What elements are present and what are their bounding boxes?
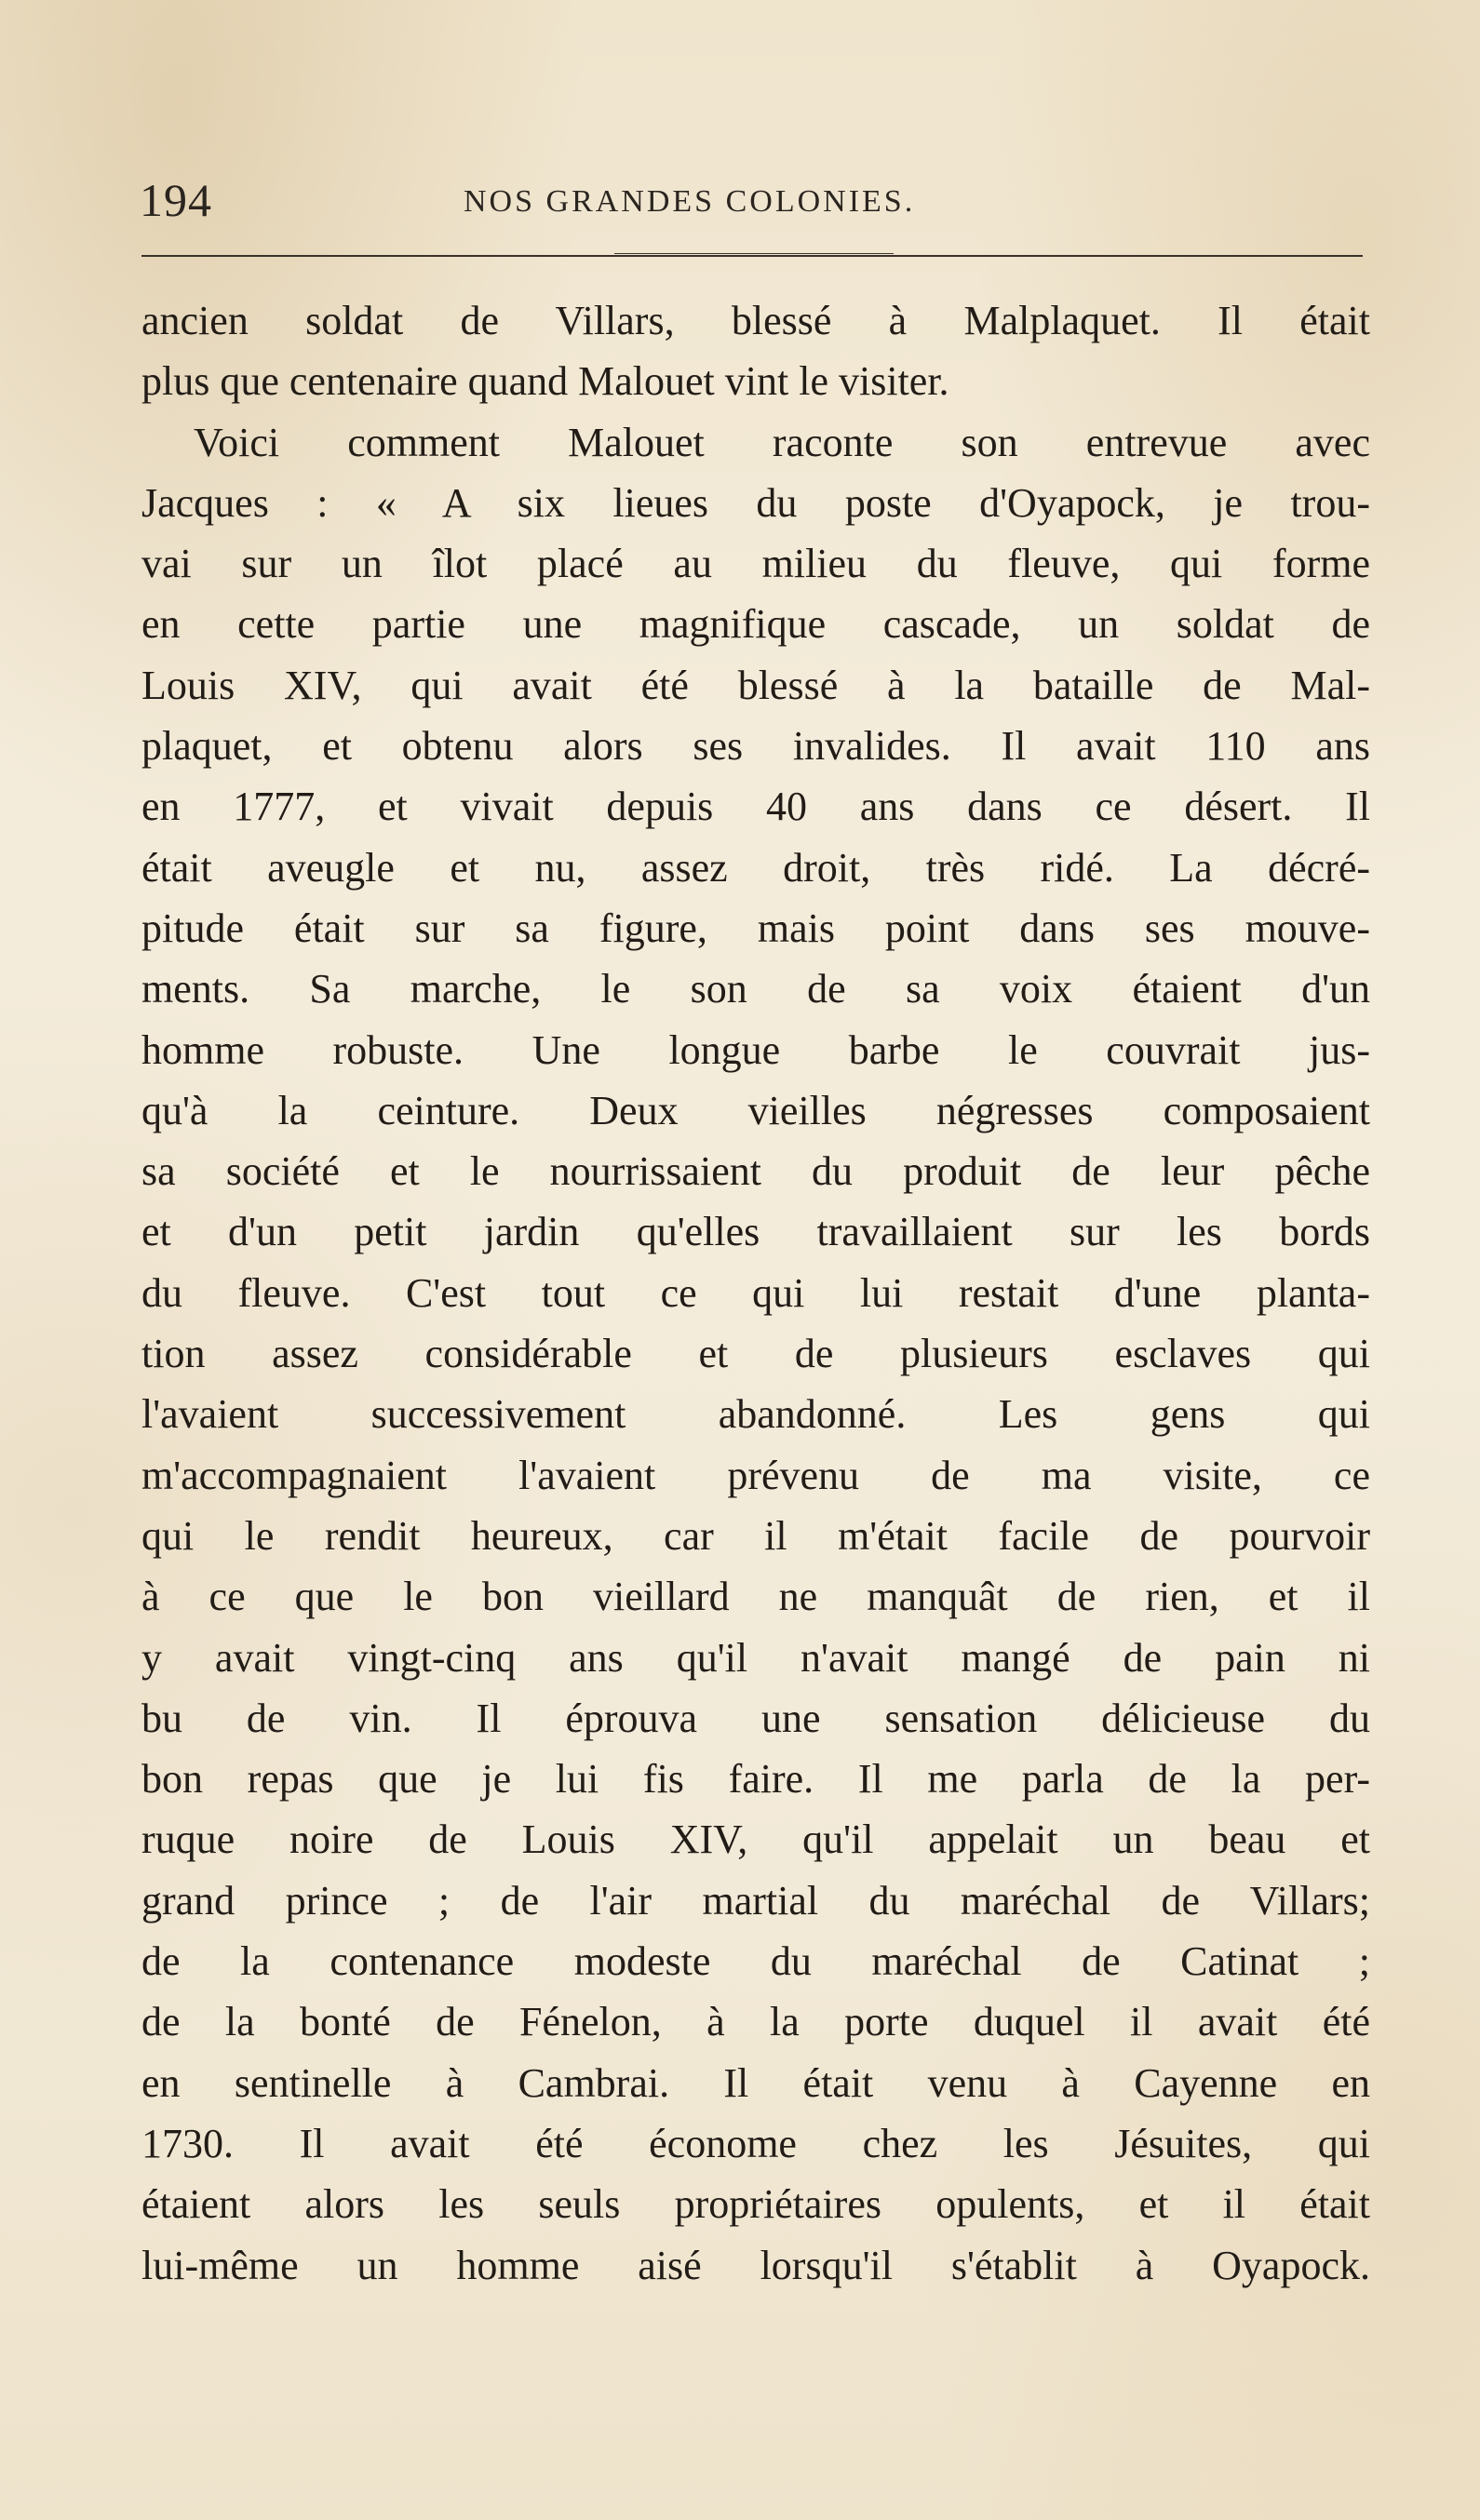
text-line: m'accompagnaient l'avaient prévenu de ma visite, ce (141, 1452, 1370, 1498)
text-line: homme robuste. Une longue barbe le couvrait jus- (141, 1026, 1370, 1073)
text-line: en 1777, et vivait depuis 40 ans dans ce désert. Il (141, 784, 1370, 830)
text-line: qu'à la ceinture. Deux vieilles négresses composaient (141, 1087, 1370, 1133)
page-number: 194 (140, 174, 212, 226)
text-line: 1730. Il avait été économe chez les Jésuites, qui (141, 2120, 1370, 2166)
text-line: plus que centenaire quand Malouet vint le visiter. (141, 358, 949, 405)
text-line: sa société et le nourrissaient du produit de leur pêche (141, 1148, 1370, 1195)
text-line: ments. Sa marche, le son de sa voix étaient d'un (141, 966, 1370, 1012)
text-line: tion assez considérable et de plusieurs esclaves qui (141, 1331, 1370, 1377)
text-line: était aveugle et nu, assez droit, très ridé. La décré- (141, 844, 1370, 891)
text-line: bu de vin. Il éprouva une sensation délicieuse du (141, 1695, 1370, 1741)
text-line: Louis XIV, qui avait été blessé à la bataille de Mal- (141, 662, 1370, 708)
text-line: en cette partie une magnifique cascade, un soldat de (141, 601, 1370, 648)
text-line: étaient alors les seuls propriétaires opulents, et il était (141, 2181, 1370, 2228)
text-line: et d'un petit jardin qu'elles travaillaient sur les bords (141, 1209, 1370, 1255)
text-line: ancien soldat de Villars, blessé à Malplaquet. Il était (141, 298, 1370, 343)
text-line: Voici comment Malouet raconte son entrevue avec (194, 419, 1370, 465)
text-line: qui le rendit heureux, car il m'était facile de pourvoir (141, 1512, 1370, 1559)
text-line: l'avaient successivement abandonné. Les gens qui (141, 1391, 1370, 1438)
text-line: bon repas que je lui fis faire. Il me parla de la per- (141, 1756, 1370, 1803)
text-line: lui-même un homme aisé lorsqu'il s'établit à Oyapock. (141, 2242, 1370, 2288)
text-line: plaquet, et obtenu alors ses invalides. Il avait 110 ans (141, 723, 1370, 770)
text-line: grand prince ; de l'air martial du maréchal de Villars; (141, 1877, 1370, 1924)
running-title: NOS GRANDES COLONIES. (464, 184, 916, 219)
text-line: vai sur un îlot placé au milieu du fleuve, qui forme (141, 541, 1370, 587)
text-line: pitude était sur sa figure, mais point dans ses mouve- (141, 905, 1370, 951)
text-line: y avait vingt-cinq ans qu'il n'avait mangé de pain ni (141, 1634, 1370, 1681)
text-line: de la bonté de Fénelon, à la porte duquel il avait été (141, 1999, 1370, 2045)
text-line: de la contenance modeste du maréchal de Catinat ; (141, 1938, 1370, 1985)
text-line: ruque noire de Louis XIV, qu'il appelait un beau et (141, 1816, 1370, 1863)
body-text (141, 290, 1370, 2296)
text-line: en sentinelle à Cambrai. Il était venu à Cayenne en (141, 2059, 1370, 2106)
text-line: Jacques : « A six lieues du poste d'Oyapock, je trou- (141, 479, 1370, 526)
text-line: du fleuve. C'est tout ce qui lui restait d'une planta- (141, 1269, 1370, 1316)
header-rule (141, 255, 1363, 257)
running-head (140, 173, 1368, 229)
text-line: à ce que le bon vieillard ne manquât de rien, et il (141, 1574, 1370, 1620)
